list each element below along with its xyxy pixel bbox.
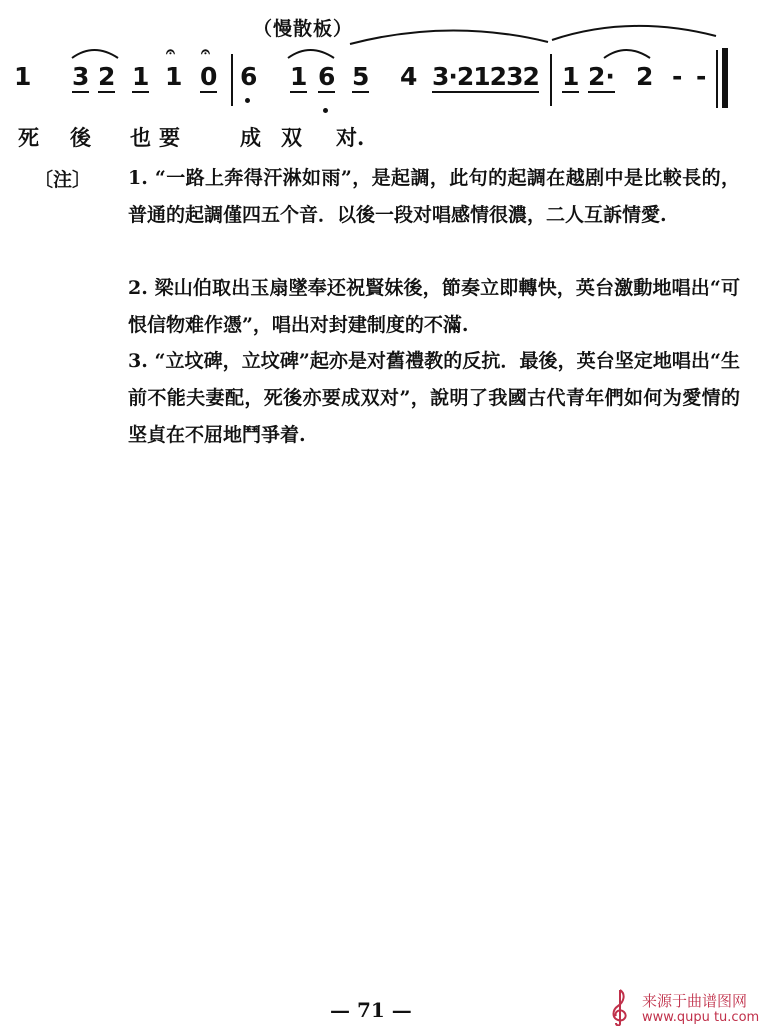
score-note: 3·21232 [432, 62, 539, 91]
score-note: 2· [588, 62, 615, 91]
score-note: 4 [400, 62, 418, 91]
score-note: 6 [240, 62, 258, 91]
treble-clef-icon [604, 988, 636, 1026]
notes-label: 〔注〕 [34, 169, 92, 191]
lyric-word: 成双 [240, 125, 322, 150]
final-barline-thin [716, 50, 718, 108]
lyric-word: 对. [336, 125, 365, 150]
score-note: 1 [562, 62, 580, 91]
score-note: - [672, 62, 683, 91]
score-note: 6 [318, 62, 336, 91]
slur-marks [0, 0, 770, 120]
score-note: 1 [165, 62, 183, 91]
score-note: 2 [636, 62, 654, 91]
score-note: - [696, 62, 707, 91]
low-octave-dot [245, 98, 250, 103]
score-note: 3 [72, 62, 90, 91]
fermata-icon: 𝄐 [201, 42, 210, 61]
lyric-word: 後 [70, 125, 91, 150]
note-paragraph: 2. 梁山伯取出玉扇墜奉还祝賢妹後，節奏立即轉快，英台激動地唱出“可恨信物难作憑”，唱出对封建制度的不滿. [128, 277, 740, 336]
score-note: 5 [352, 62, 370, 91]
score-note: 1 [290, 62, 308, 91]
lyric-word: 死 [18, 125, 39, 150]
score-note: 1 [132, 62, 150, 91]
score-note: 0 [200, 62, 218, 91]
score-note: 1 [14, 62, 32, 91]
barline [231, 54, 233, 106]
score-note: 2 [98, 62, 116, 91]
note-paragraph: 1. “一路上奔得汗淋如雨”，是起調，此句的起調在越剧中是比較長的，普通的起調僅四五个音．以後一段对唱感情很濃，二人互訴情愛. [128, 167, 740, 226]
low-octave-dot [323, 108, 328, 113]
note-paragraph: 3. “立坟碑，立坟碑”起亦是对舊禮教的反抗．最後，英台坚定地唱出“生前不能夫妻配，死後亦要成双对”，說明了我國古代青年們如何为愛情的坚貞在不屈地鬥爭着. [128, 350, 740, 446]
barline [550, 54, 552, 106]
fermata-icon: 𝄐 [166, 42, 175, 61]
final-barline-thick [722, 48, 728, 108]
watermark-url: www.qupu ​tu.com [642, 1010, 760, 1025]
tempo-mark: （慢散板） [253, 18, 354, 40]
watermark-source: 来源于曲谱图网 [642, 992, 748, 1010]
page-number: — 71 — [330, 998, 412, 1022]
lyric-word: 也要 [130, 125, 188, 150]
